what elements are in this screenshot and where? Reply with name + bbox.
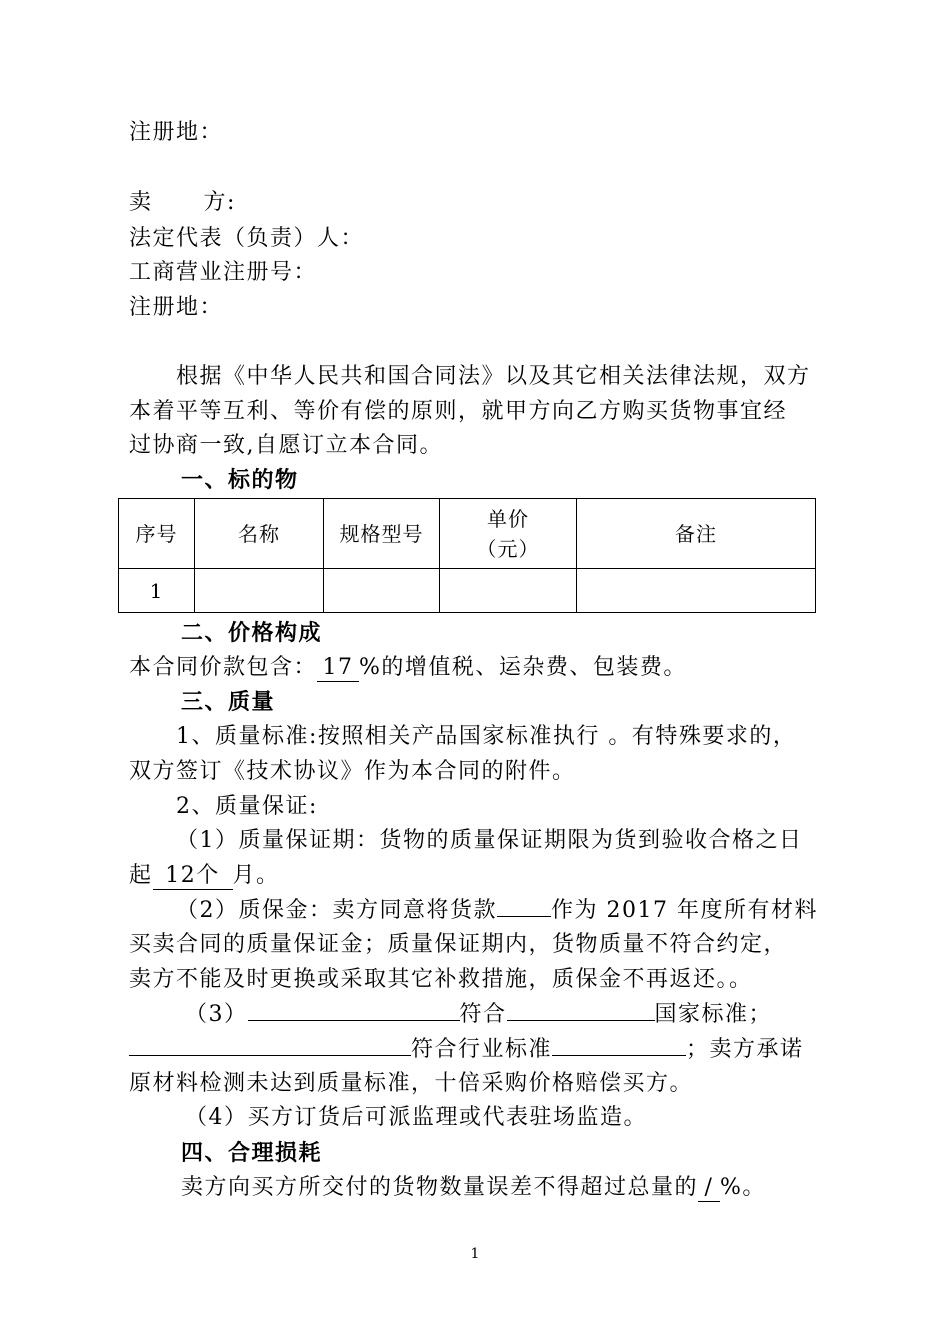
item2-3-mid4: ；卖方承诺 <box>686 1037 804 1062</box>
cell-spec <box>324 569 440 613</box>
deposit-blank <box>497 916 551 917</box>
cell-name <box>195 569 324 613</box>
price-composition <box>129 653 687 683</box>
section3-heading: 三、质量 <box>181 689 276 715</box>
buyer-reg-addr: 注册地： <box>129 120 224 145</box>
item2-3-mid3: 符合行业标准 <box>411 1037 553 1062</box>
standard-blank-3 <box>129 1055 411 1056</box>
items-table <box>118 498 816 613</box>
loss-text-after: %。 <box>720 1175 766 1200</box>
page-number: 1 <box>470 1246 480 1262</box>
preamble-line3: 过协商一致,自愿订立本合同。 <box>129 433 443 458</box>
price-text-after: %的增值税、运杂费、包装费。 <box>359 655 687 680</box>
loss-rate-value: / <box>698 1175 720 1202</box>
item2-3-prefix: （3） <box>185 1002 248 1027</box>
section4-heading: 四、合理损耗 <box>181 1140 323 1166</box>
loss-text-before: 卖方向买方所交付的货物数量误差不得超过总量的 <box>181 1175 699 1200</box>
deposit-prefix: （2）质保金：卖方同意将货款 <box>176 898 497 923</box>
loss-line <box>181 1173 766 1203</box>
warranty-period-value: 12个 <box>153 863 233 890</box>
standard-blank-4 <box>552 1055 686 1056</box>
quality-item1-line1: 1、质量标准:按照相关产品国家标准执行 。有特殊要求的， <box>176 724 797 749</box>
quality-item2-2-line2: 买卖合同的质量保证金；质量保证期内，货物质量不符合约定， <box>129 932 788 957</box>
seller-label: 卖 方: <box>129 190 236 215</box>
quality-item2-3-line1 <box>185 1000 772 1030</box>
item2-3-mid2: 国家标准； <box>654 1002 773 1027</box>
quality-item2-2-line1 <box>176 896 818 926</box>
preamble-line2: 本着平等互利、等价有偿的原则，就甲方向乙方购买货物事宜经 <box>129 399 788 424</box>
quality-item1-line2: 双方签订《技术协议》作为本合同的附件。 <box>129 759 576 784</box>
quality-item2-1-line2 <box>129 861 280 891</box>
tax-rate-value: 17 <box>317 655 359 682</box>
col-header-price-label: 单价 <box>487 506 529 531</box>
standard-blank-1 <box>248 1020 460 1021</box>
seller-biz-reg-no: 工商营业注册号： <box>129 260 318 285</box>
quality-item2-3-line2 <box>129 1035 804 1065</box>
seller-legal-rep: 法定代表（负责）人： <box>129 226 365 251</box>
standard-blank-2 <box>507 1020 655 1021</box>
cell-price <box>440 569 577 613</box>
preamble-line1: 根据《中华人民共和国合同法》以及其它相关法律法规，双方 <box>176 364 811 389</box>
quality-item2-1-line1: （1）质量保证期：货物的质量保证期限为货到验收合格之日 <box>176 828 803 853</box>
warranty-suffix: 月。 <box>232 863 280 888</box>
deposit-suffix: 作为 2017 年度所有材料 <box>551 898 818 923</box>
quality-item2-2-line3: 卖方不能及时更换或采取其它补救措施，质保金不再返还。。 <box>129 967 753 992</box>
col-header-remark: 备注 <box>577 499 816 569</box>
col-header-no: 序号 <box>119 499 195 569</box>
cell-remark <box>577 569 816 613</box>
col-header-price-unit: （元） <box>476 536 540 561</box>
quality-item2: 2、质量保证: <box>176 794 318 819</box>
quality-item2-4: （4）买方订货后可派监理或代表驻场监造。 <box>185 1105 647 1130</box>
col-header-price <box>440 499 577 569</box>
col-header-spec: 规格型号 <box>324 499 440 569</box>
warranty-prefix: 起 <box>129 863 153 888</box>
cell-no: 1 <box>119 569 195 613</box>
item2-3-mid1: 符合 <box>459 1002 507 1027</box>
section2-heading: 二、价格构成 <box>181 620 323 646</box>
col-header-name: 名称 <box>195 499 324 569</box>
section1-heading: 一、标的物 <box>181 467 299 493</box>
table-row <box>119 569 816 613</box>
seller-reg-addr: 注册地： <box>129 295 224 320</box>
price-text-before: 本合同价款包含： <box>129 655 318 680</box>
quality-item2-3-line3: 原材料检测未达到质量标准，十倍采购价格赔偿买方。 <box>129 1071 694 1096</box>
